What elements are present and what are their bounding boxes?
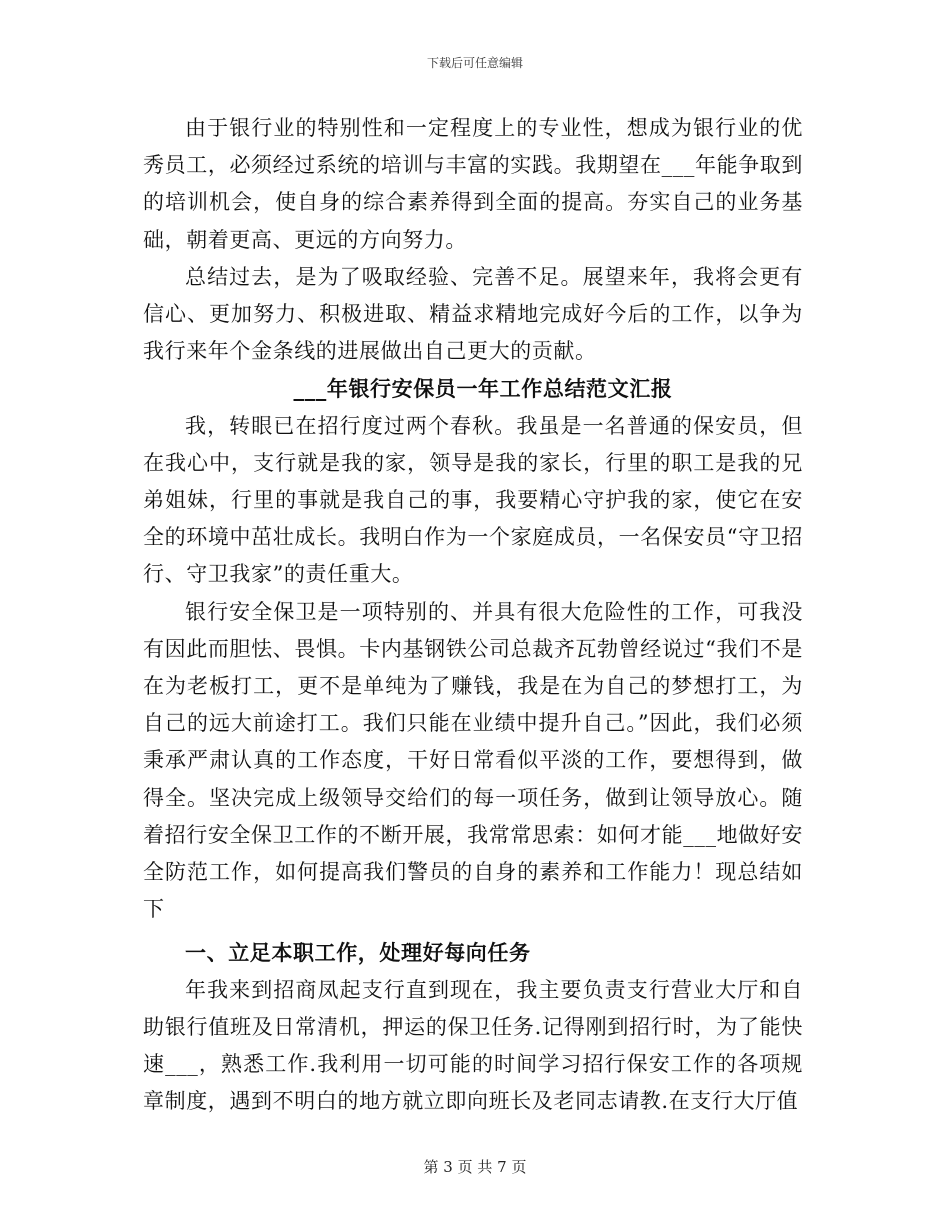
page-header: 下载后可任意编辑 [426,56,523,70]
section-heading: 一、立足本职工作，处理好每向任务 [185,940,531,966]
document-body [143,110,803,1120]
paragraph-training: 由于银行业的特别性和一定程度上的专业性，想成为银行业的优秀员工，必须经过系统的培训与丰富的实践。我期望在___年能争取到的培训机会，使自身的综合素养得到全面的提高。夯实自己的业务基础，朝着更高、更远的方向努力。 [143,116,803,252]
paragraph-duties: 年我来到招商凤起支行直到现在，我主要负责支行营业大厅和自助银行值班及日常清机，押运的保卫任务.记得刚到招行时，为了能快速___，熟悉工作.我利用一切可能的时间学习招行保安工作的各项规章制度，遇到不明白的地方就立即向班长及老同志请教.在支行大厅值 [143,977,803,1114]
page-number: 第 3 页 共 7 页 [423,1158,527,1176]
paragraph-security-work: 银行安全保卫是一项特别的、并具有很大危险性的工作，可我没有因此而胆怯、畏惧。卡内基钢铁公司总裁齐瓦勃曾经说过“我们不是在为老板打工，更不是单纯为了赚钱，我是在为自己的梦想打工，为自己的远大前途打工。我们只能在业绩中提升自己。”因此，我们必须秉承严肃认真的工作态度，干好日常看似平淡的工作，要想得到，做得全。坚决完成上级领导交给们的每一项任务，做到让领导放心。随着招行安全保卫工作的不断开展，我常常思索：如何才能___地做好安全防范工作，如何提高我们警员的自身的素养和工作能力！现总结如下 [143,599,803,922]
paragraph-intro: 我，转眼已在招行度过两个春秋。我虽是一名普通的保安员，但在我心中，支行就是我的家，领导是我的家长，行里的职工是我的兄弟姐妹，行里的事就是我自己的事，我要精心守护我的家，使它在安全的环境中茁壮成长。我明白作为一个家庭成员，一名保安员“守卫招行、守卫我家”的责任重大。 [143,413,803,587]
paragraph-summary: 总结过去，是为了吸取经验、完善不足。展望来年，我将会更有信心、更加努力、积极进取、精益求精地完成好今后的工作，以争为我行来年个金条线的进展做出自己更大的贡献。 [143,264,803,364]
document-title: ___年银行安保员一年工作总结范文汇报 [293,376,673,402]
